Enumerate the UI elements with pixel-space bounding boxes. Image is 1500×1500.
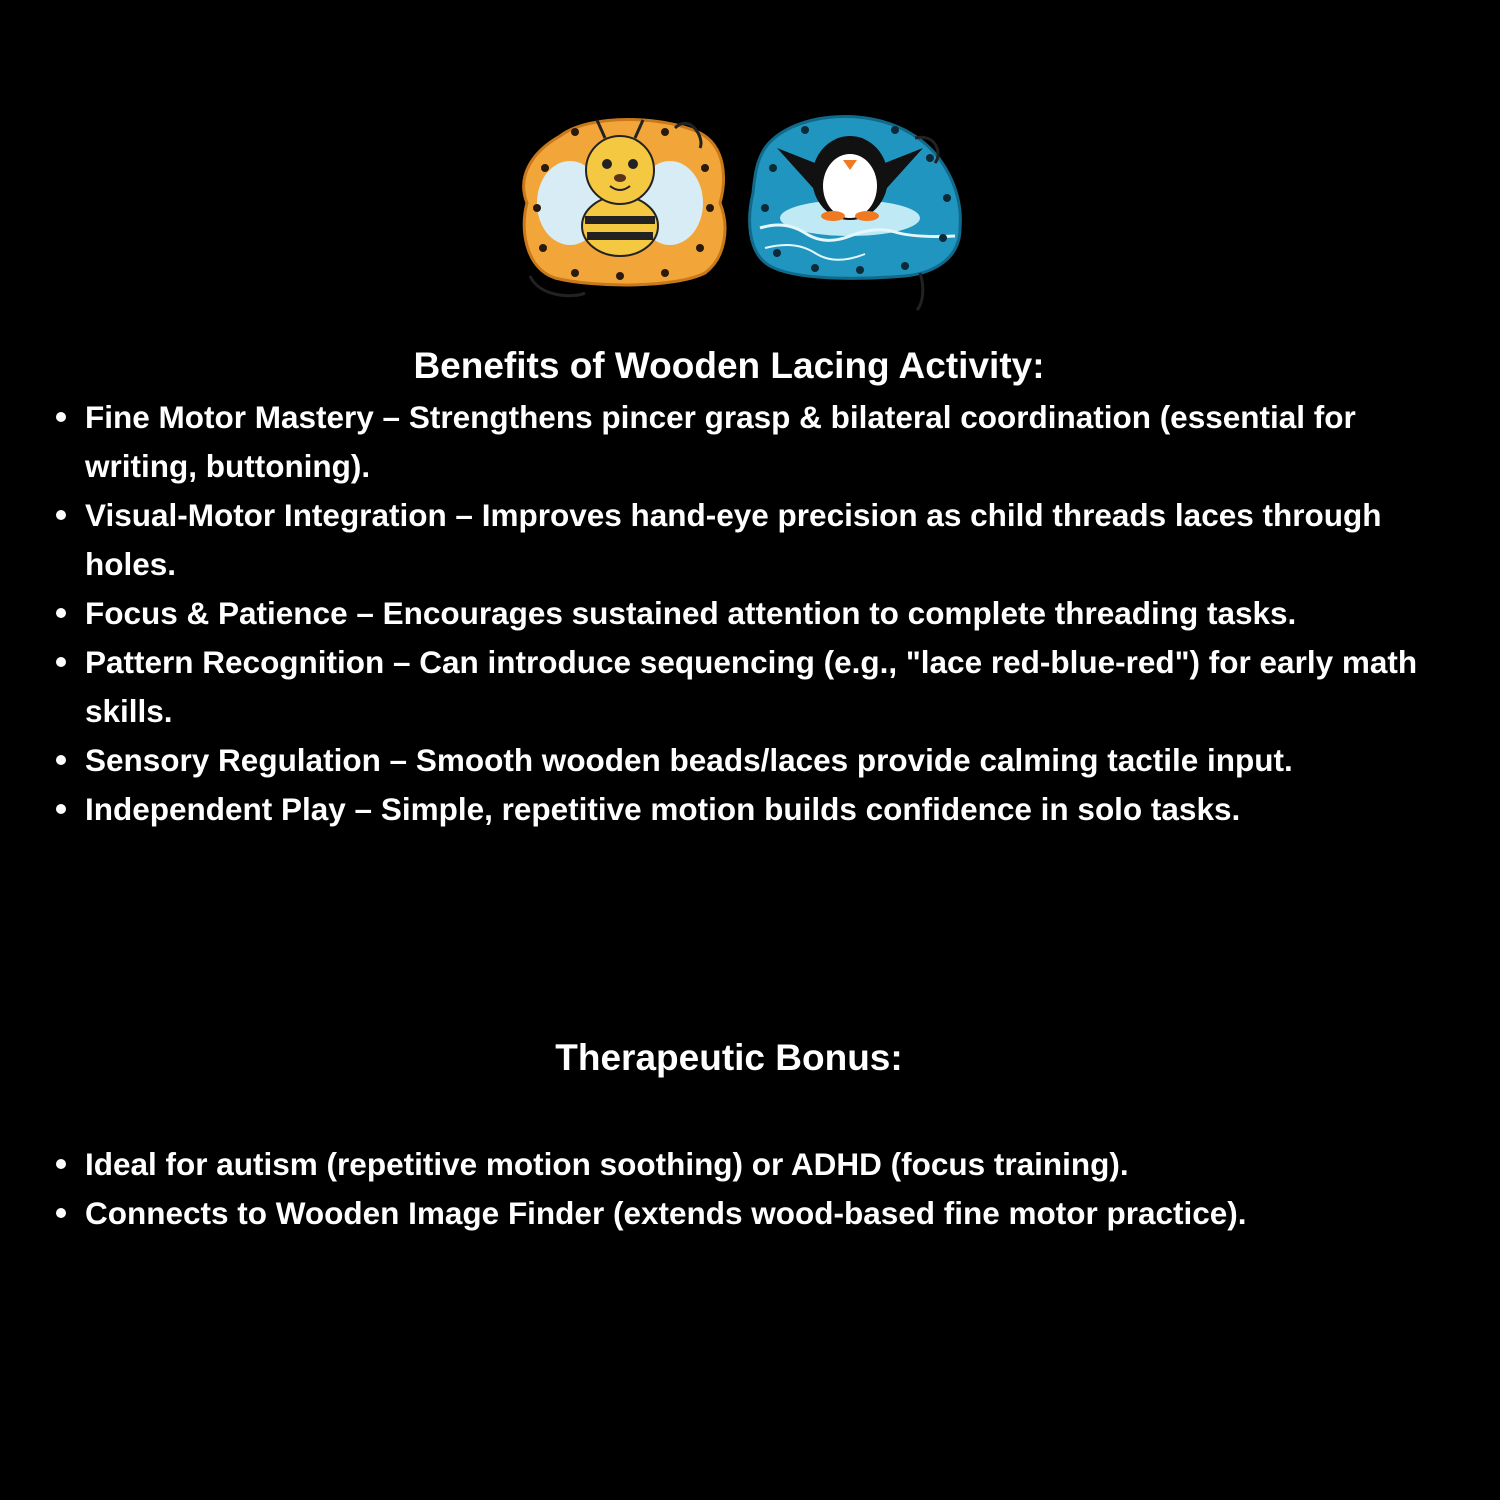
- benefits-heading: Benefits of Wooden Lacing Activity:: [413, 345, 1045, 386]
- bonus-heading: Therapeutic Bonus:: [555, 1037, 903, 1078]
- list-item: Pattern Recognition – Can introduce sequencing (e.g., "lace red-blue-red") for early math skills.: [85, 638, 1457, 736]
- penguin-lacing-board-icon: [750, 117, 961, 310]
- benefits-list: [85, 393, 1457, 834]
- lacing-boards-image: [515, 108, 970, 318]
- list-item: Connects to Wooden Image Finder (extends wood-based fine motor practice).: [85, 1189, 1457, 1238]
- list-item: Independent Play – Simple, repetitive motion builds confidence in solo tasks.: [85, 785, 1457, 834]
- list-item: Sensory Regulation – Smooth wooden beads/laces provide calming tactile input.: [85, 736, 1457, 785]
- list-item: Visual-Motor Integration – Improves hand-eye precision as child threads laces through holes.: [85, 491, 1457, 589]
- list-item: Focus & Patience – Encourages sustained attention to complete threading tasks.: [85, 589, 1457, 638]
- list-item: Ideal for autism (repetitive motion soothing) or ADHD (focus training).: [85, 1140, 1457, 1189]
- list-item: Fine Motor Mastery – Strengthens pincer grasp & bilateral coordination (essential for writing, buttoning).: [85, 393, 1457, 491]
- bonus-list: [85, 1140, 1457, 1238]
- bee-lacing-board-icon: [524, 120, 725, 296]
